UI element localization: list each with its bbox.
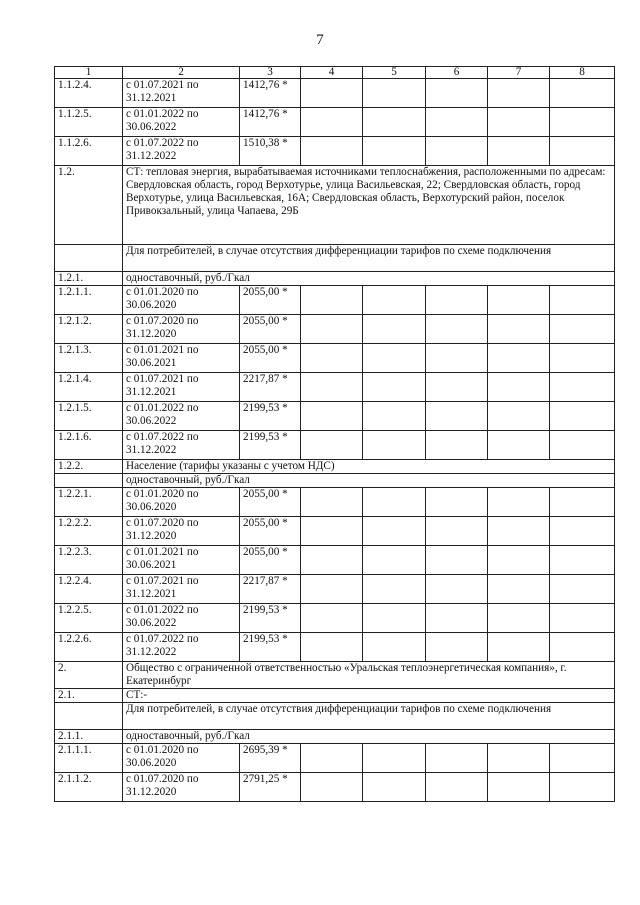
empty-cell — [426, 402, 488, 431]
empty-cell — [426, 517, 488, 546]
row-description: Общество с ограниченной ответственностью «Уральская теплоэнергетическая компания», г. Екатеринбург — [123, 662, 615, 689]
row-description: Для потребителей, в случае отсутствия дифференциации тарифов по схеме подключения — [123, 703, 615, 730]
empty-cell — [550, 633, 615, 662]
tariff-value: 2055,00 * — [240, 546, 301, 575]
empty-cell — [550, 575, 615, 604]
row-code: 1.2.1.1. — [55, 286, 123, 315]
empty-cell — [363, 773, 426, 802]
empty-cell — [301, 431, 363, 460]
empty-cell — [363, 137, 426, 166]
row-code: 2.1.1. — [55, 730, 123, 744]
empty-cell — [301, 773, 363, 802]
row-code: 1.2.2.5. — [55, 604, 123, 633]
row-code: 1.2.2.3. — [55, 546, 123, 575]
empty-cell — [301, 373, 363, 402]
empty-cell — [363, 488, 426, 517]
tariff-period: с 01.01.2020 по 30.06.2020 — [123, 488, 240, 517]
row-code: 1.2.2.4. — [55, 575, 123, 604]
row-code: 1.2.2. — [55, 460, 123, 474]
tariff-value: 1412,76 * — [240, 108, 301, 137]
row-code: 2.1.1.1. — [55, 744, 123, 773]
tariff-period: с 01.07.2022 по 31.12.2022 — [123, 431, 240, 460]
tariff-period: с 01.01.2020 по 30.06.2020 — [123, 744, 240, 773]
tariff-period: с 01.01.2020 по 30.06.2020 — [123, 286, 240, 315]
empty-cell — [550, 604, 615, 633]
empty-cell — [426, 79, 488, 108]
table-row — [55, 546, 615, 575]
column-number-header: 4 — [301, 67, 363, 79]
empty-cell — [426, 108, 488, 137]
empty-cell — [426, 575, 488, 604]
table-row — [55, 744, 615, 773]
table-row — [55, 575, 615, 604]
row-code — [55, 474, 123, 488]
empty-cell — [363, 402, 426, 431]
tariff-period: с 01.07.2022 по 31.12.2022 — [123, 137, 240, 166]
row-description: одноставочный, руб./Гкал — [123, 730, 615, 744]
empty-cell — [301, 546, 363, 575]
tariff-period: с 01.07.2020 по 31.12.2020 — [123, 315, 240, 344]
empty-cell — [488, 517, 550, 546]
heading-row — [55, 730, 615, 744]
empty-cell — [426, 604, 488, 633]
section-row — [55, 166, 615, 245]
empty-cell — [488, 137, 550, 166]
tariff-period: с 01.01.2022 по 30.06.2022 — [123, 402, 240, 431]
empty-cell — [426, 286, 488, 315]
row-code: 1.1.2.4. — [55, 79, 123, 108]
tariff-period: с 01.07.2021 по 31.12.2021 — [123, 575, 240, 604]
column-number-header: 2 — [123, 67, 240, 79]
empty-cell — [363, 633, 426, 662]
tariff-period: с 01.01.2022 по 30.06.2022 — [123, 108, 240, 137]
empty-cell — [550, 431, 615, 460]
heading-row — [55, 245, 615, 272]
tariff-value: 2055,00 * — [240, 344, 301, 373]
row-code: 2. — [55, 662, 123, 689]
empty-cell — [363, 286, 426, 315]
table-row — [55, 315, 615, 344]
tariff-value: 2055,00 * — [240, 488, 301, 517]
empty-cell — [301, 575, 363, 604]
table-row — [55, 488, 615, 517]
empty-cell — [426, 546, 488, 575]
column-number-header: 8 — [550, 67, 615, 79]
row-code: 1.1.2.6. — [55, 137, 123, 166]
empty-cell — [363, 604, 426, 633]
row-code — [55, 245, 123, 272]
tariff-value: 1412,76 * — [240, 79, 301, 108]
table-row — [55, 773, 615, 802]
empty-cell — [488, 604, 550, 633]
tariff-value: 2055,00 * — [240, 286, 301, 315]
empty-cell — [550, 137, 615, 166]
tariff-period: с 01.07.2021 по 31.12.2021 — [123, 79, 240, 108]
empty-cell — [301, 79, 363, 108]
row-code: 1.2.1.4. — [55, 373, 123, 402]
empty-cell — [550, 517, 615, 546]
empty-cell — [363, 517, 426, 546]
column-number-header: 5 — [363, 67, 426, 79]
table-row — [55, 108, 615, 137]
empty-cell — [426, 431, 488, 460]
tariff-value: 2199,53 * — [240, 604, 301, 633]
row-code: 2.1. — [55, 689, 123, 703]
heading-row — [55, 474, 615, 488]
table-header-row — [55, 67, 615, 79]
heading-row — [55, 703, 615, 730]
row-code: 1.1.2.5. — [55, 108, 123, 137]
row-code: 1.2. — [55, 166, 123, 245]
tariff-period: с 01.07.2021 по 31.12.2021 — [123, 373, 240, 402]
empty-cell — [488, 315, 550, 344]
tariff-period: с 01.01.2021 по 30.06.2021 — [123, 546, 240, 575]
tariff-period: с 01.07.2022 по 31.12.2022 — [123, 633, 240, 662]
table-row — [55, 344, 615, 373]
empty-cell — [426, 744, 488, 773]
empty-cell — [363, 108, 426, 137]
row-code: 1.2.2.2. — [55, 517, 123, 546]
tariff-period: с 01.07.2020 по 31.12.2020 — [123, 517, 240, 546]
empty-cell — [488, 773, 550, 802]
empty-cell — [550, 286, 615, 315]
row-code: 1.2.2.6. — [55, 633, 123, 662]
tariff-value: 2055,00 * — [240, 315, 301, 344]
empty-cell — [301, 286, 363, 315]
tariff-value: 2217,87 * — [240, 575, 301, 604]
empty-cell — [488, 575, 550, 604]
row-code: 1.2.1.5. — [55, 402, 123, 431]
tariff-value: 2791,25 * — [240, 773, 301, 802]
tariff-value: 2199,53 * — [240, 633, 301, 662]
empty-cell — [426, 773, 488, 802]
table-row — [55, 517, 615, 546]
empty-cell — [363, 546, 426, 575]
empty-cell — [301, 633, 363, 662]
empty-cell — [301, 137, 363, 166]
row-code — [55, 703, 123, 730]
empty-cell — [301, 315, 363, 344]
empty-cell — [426, 633, 488, 662]
empty-cell — [488, 488, 550, 517]
empty-cell — [488, 402, 550, 431]
column-number-header: 7 — [488, 67, 550, 79]
empty-cell — [488, 546, 550, 575]
table-row — [55, 633, 615, 662]
empty-cell — [550, 546, 615, 575]
row-description: одноставочный, руб./Гкал — [123, 474, 615, 488]
empty-cell — [488, 286, 550, 315]
empty-cell — [550, 488, 615, 517]
empty-cell — [488, 79, 550, 108]
empty-cell — [488, 431, 550, 460]
tariff-value: 2695,39 * — [240, 744, 301, 773]
empty-cell — [301, 488, 363, 517]
table-row — [55, 604, 615, 633]
tariff-period: с 01.01.2021 по 30.06.2021 — [123, 344, 240, 373]
empty-cell — [363, 575, 426, 604]
table-row — [55, 79, 615, 108]
empty-cell — [488, 373, 550, 402]
empty-cell — [426, 373, 488, 402]
empty-cell — [301, 344, 363, 373]
page-number: 7 — [316, 32, 324, 48]
tariff-value: 2055,00 * — [240, 517, 301, 546]
row-description: одноставочный, руб./Гкал — [123, 272, 615, 286]
heading-row — [55, 272, 615, 286]
table-row — [55, 431, 615, 460]
tariff-period: с 01.07.2020 по 31.12.2020 — [123, 773, 240, 802]
empty-cell — [550, 402, 615, 431]
empty-cell — [550, 108, 615, 137]
empty-cell — [363, 431, 426, 460]
empty-cell — [426, 137, 488, 166]
heading-row — [55, 460, 615, 474]
empty-cell — [301, 604, 363, 633]
tariff-value: 2199,53 * — [240, 402, 301, 431]
row-description: Для потребителей, в случае отсутствия дифференциации тарифов по схеме подключения — [123, 245, 615, 272]
column-number-header: 3 — [240, 67, 301, 79]
empty-cell — [488, 744, 550, 773]
tariff-table — [54, 66, 615, 802]
empty-cell — [488, 344, 550, 373]
empty-cell — [363, 79, 426, 108]
table-row — [55, 373, 615, 402]
table-row — [55, 286, 615, 315]
table-row — [55, 402, 615, 431]
row-description: Население (тарифы указаны с учетом НДС) — [123, 460, 615, 474]
tariff-value: 2217,87 * — [240, 373, 301, 402]
row-code: 1.2.1. — [55, 272, 123, 286]
heading-row — [55, 662, 615, 689]
empty-cell — [301, 108, 363, 137]
empty-cell — [550, 315, 615, 344]
tariff-period: с 01.01.2022 по 30.06.2022 — [123, 604, 240, 633]
empty-cell — [363, 315, 426, 344]
row-code: 1.2.1.3. — [55, 344, 123, 373]
empty-cell — [363, 744, 426, 773]
row-code: 2.1.1.2. — [55, 773, 123, 802]
empty-cell — [301, 517, 363, 546]
empty-cell — [550, 344, 615, 373]
table-row — [55, 137, 615, 166]
empty-cell — [426, 344, 488, 373]
empty-cell — [550, 373, 615, 402]
column-number-header: 6 — [426, 67, 488, 79]
empty-cell — [550, 744, 615, 773]
column-number-header: 1 — [55, 67, 123, 79]
row-description: СТ: тепловая энергия, вырабатываемая источниками теплоснабжения, расположенными по адресам: Свердловская область, город Верхотурье, улица Васильевская, 22; Свердловская область, город Верхотурье, улица Васильевская, 16А; Свердловская область, Верхотурский район, поселок Привокзальный, улица Чапаева, 29Б — [123, 166, 615, 245]
empty-cell — [363, 344, 426, 373]
empty-cell — [426, 315, 488, 344]
empty-cell — [488, 633, 550, 662]
empty-cell — [426, 488, 488, 517]
empty-cell — [301, 402, 363, 431]
row-description: СТ:- — [123, 689, 615, 703]
tariff-value: 1510,38 * — [240, 137, 301, 166]
empty-cell — [550, 79, 615, 108]
empty-cell — [488, 108, 550, 137]
empty-cell — [363, 373, 426, 402]
tariff-value: 2199,53 * — [240, 431, 301, 460]
row-code: 1.2.1.6. — [55, 431, 123, 460]
empty-cell — [550, 773, 615, 802]
heading-row — [55, 689, 615, 703]
empty-cell — [301, 744, 363, 773]
row-code: 1.2.1.2. — [55, 315, 123, 344]
row-code: 1.2.2.1. — [55, 488, 123, 517]
